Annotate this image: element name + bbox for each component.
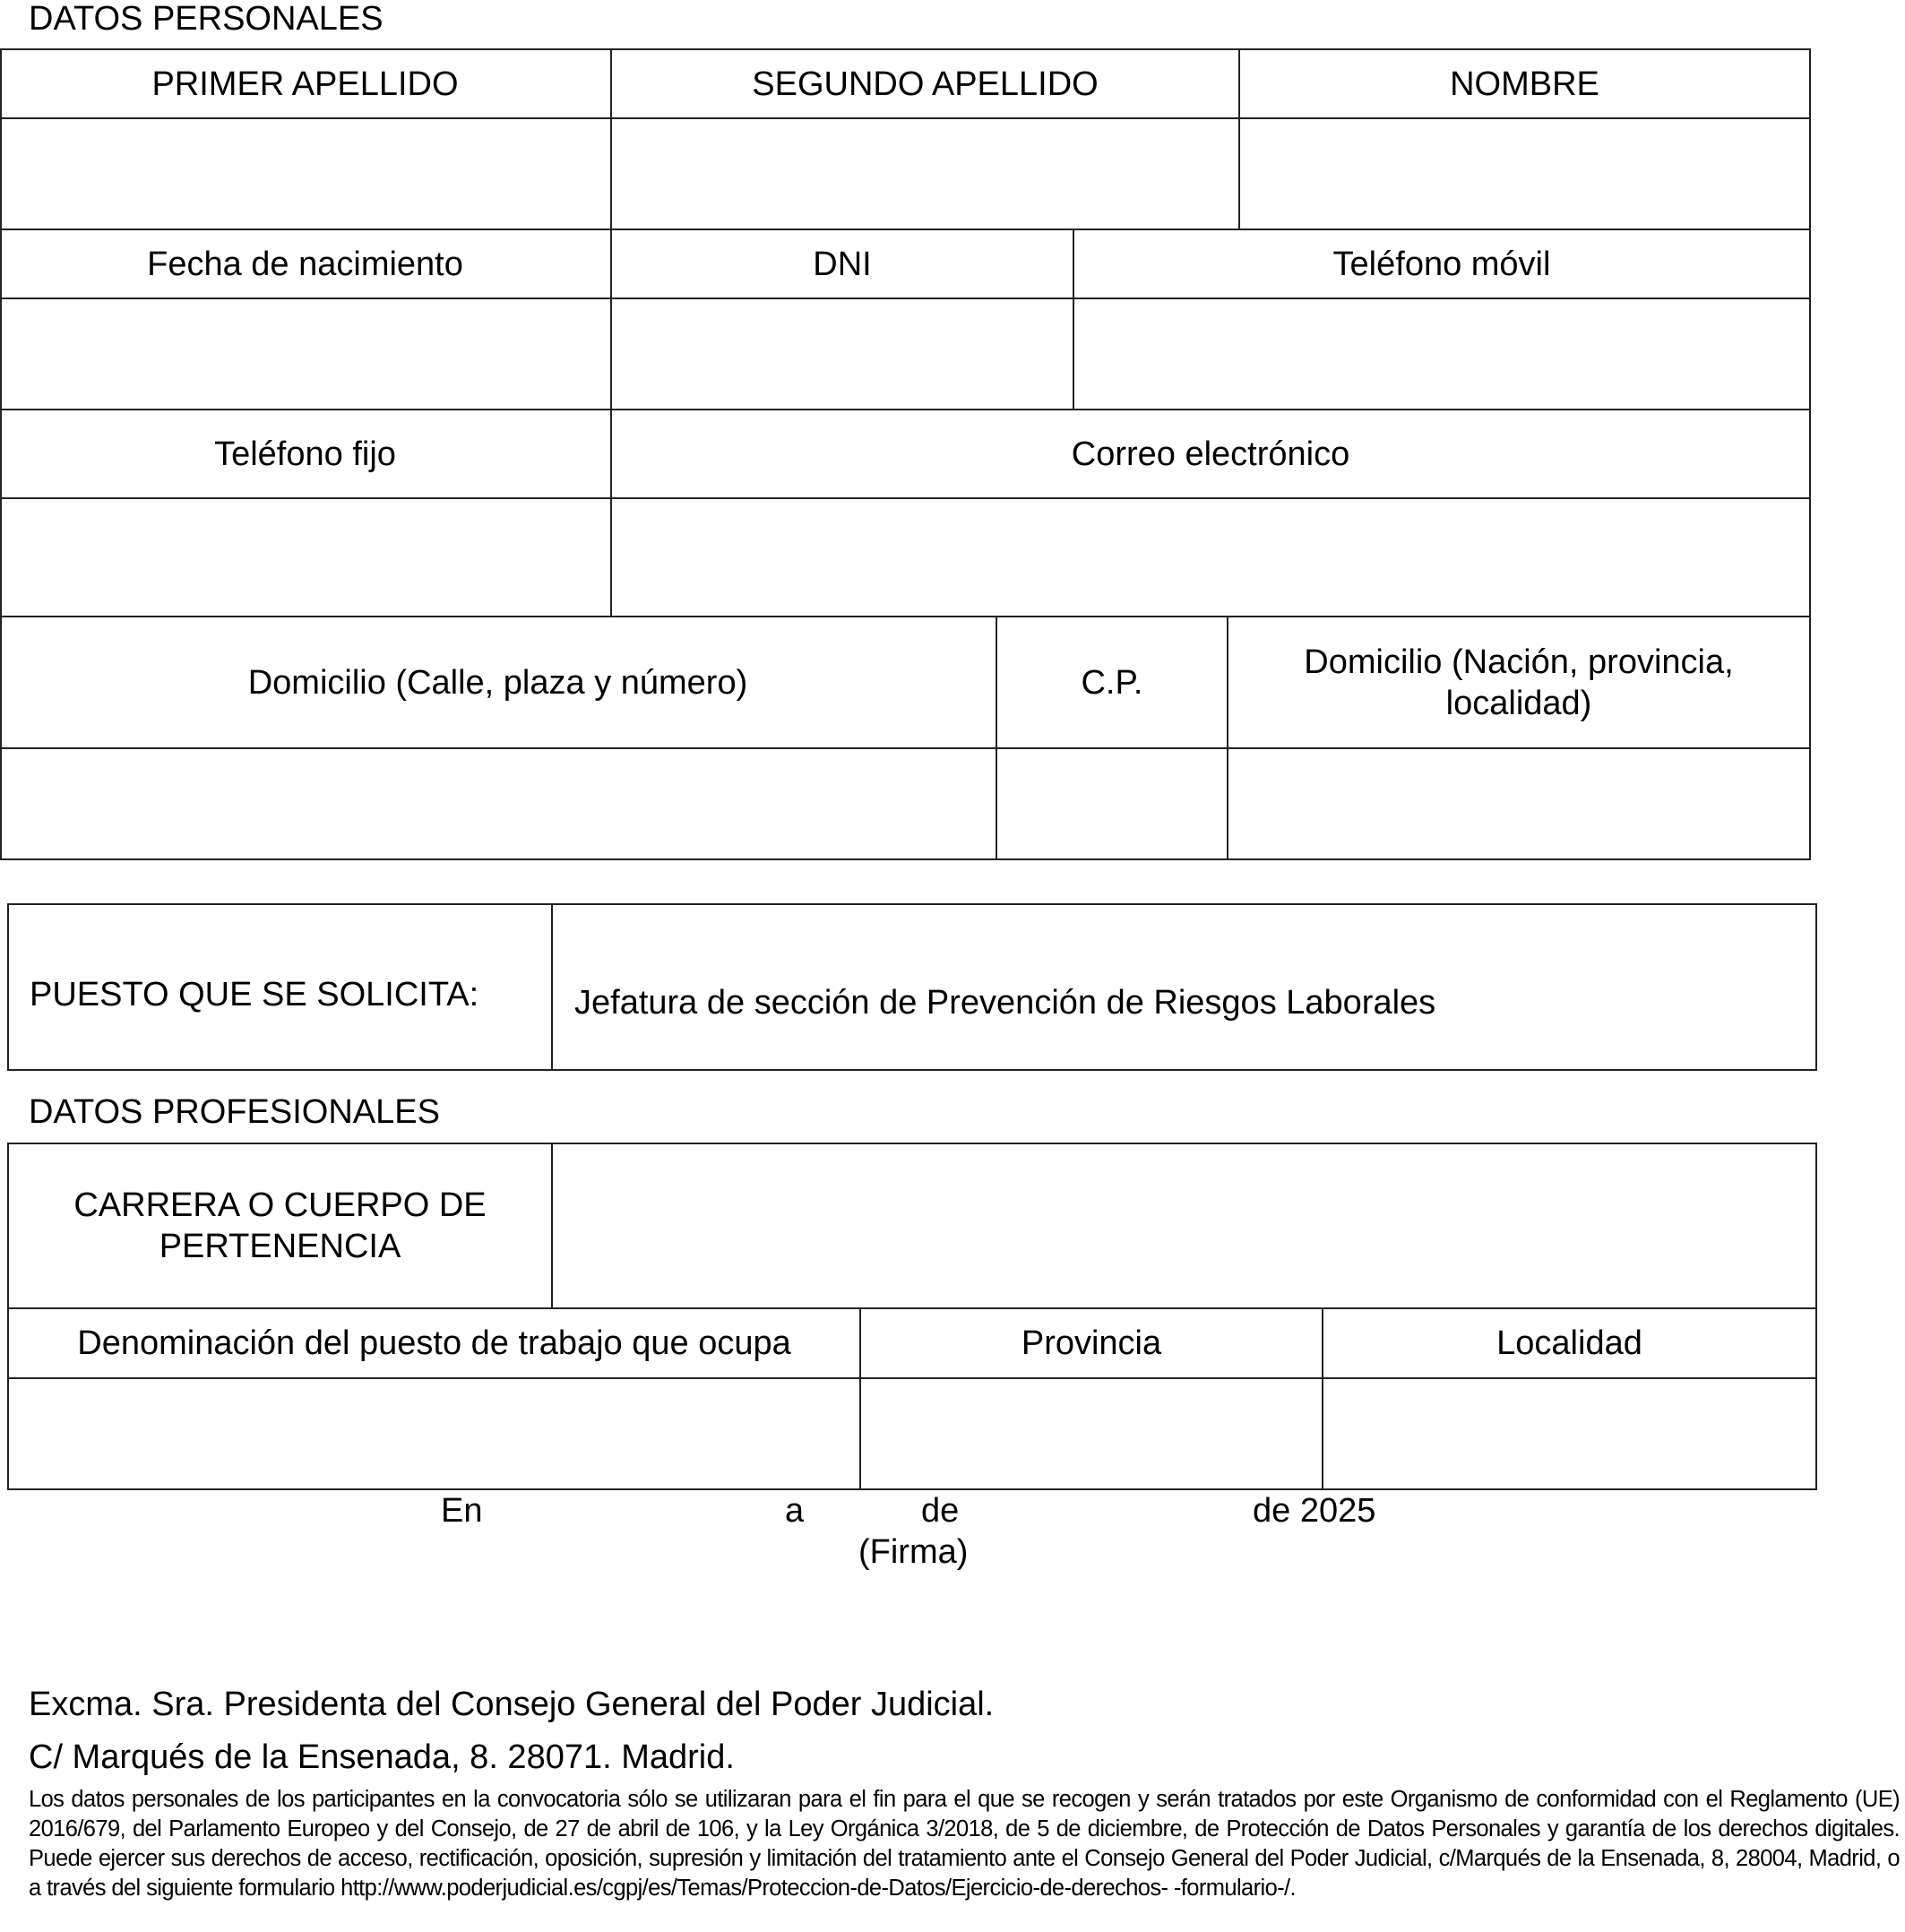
header-nombre: NOMBRE bbox=[1450, 65, 1599, 103]
header-domicilio: Domicilio (Calle, plaza y número) bbox=[247, 663, 748, 702]
header-fecha-nacimiento: Fecha de nacimiento bbox=[147, 245, 463, 283]
localidad-field[interactable] bbox=[1323, 1379, 1815, 1488]
telefono-fijo-field[interactable] bbox=[2, 499, 610, 616]
signature-en: En bbox=[441, 1492, 483, 1530]
domicilio-field[interactable] bbox=[2, 749, 996, 858]
signature-firma: (Firma) bbox=[858, 1533, 969, 1571]
header-telefono-movil: Teléfono móvil bbox=[1332, 245, 1551, 283]
fecha-nacimiento-field[interactable] bbox=[2, 299, 610, 409]
correo-field[interactable] bbox=[612, 499, 1809, 616]
header-correo: Correo electrónico bbox=[1071, 435, 1350, 473]
addressee-line2: C/ Marqués de la Ensenada, 8. 28071. Madrid. bbox=[29, 1738, 735, 1776]
signature-year: de 2025 bbox=[1253, 1492, 1376, 1530]
carrera-field[interactable] bbox=[553, 1144, 1815, 1307]
segundo-apellido-field[interactable] bbox=[612, 119, 1238, 229]
puesto-value: Jefatura de sección de Prevención de Riesgos Laborales bbox=[574, 984, 1436, 1022]
header-carrera: CARRERA O CUERPO DE PERTENENCIA bbox=[73, 1186, 487, 1265]
header-telefono-fijo: Teléfono fijo bbox=[214, 435, 396, 473]
header-cp: C.P. bbox=[1081, 663, 1143, 702]
addressee-line1: Excma. Sra. Presidenta del Consejo General del Poder Judicial. bbox=[29, 1686, 995, 1723]
dni-field[interactable] bbox=[612, 299, 1073, 409]
provincia-field[interactable] bbox=[861, 1379, 1322, 1488]
section-title-personal: DATOS PERSONALES bbox=[29, 0, 384, 38]
header-provincia: Provincia bbox=[1021, 1324, 1162, 1362]
header-primer-apellido: PRIMER APELLIDO bbox=[151, 65, 459, 103]
header-dni: DNI bbox=[813, 245, 872, 283]
header-localidad: Localidad bbox=[1496, 1324, 1642, 1362]
header-domicilio-nacion: Domicilio (Nación, provincia, localidad) bbox=[1304, 643, 1734, 722]
puesto-label: PUESTO QUE SE SOLICITA: bbox=[30, 976, 479, 1013]
signature-a: a bbox=[785, 1492, 805, 1530]
header-denominacion: Denominación del puesto de trabajo que ocupa bbox=[77, 1324, 791, 1362]
telefono-movil-field[interactable] bbox=[1074, 299, 1809, 409]
divider bbox=[551, 903, 553, 1071]
section-title-professional: DATOS PROFESIONALES bbox=[29, 1093, 440, 1131]
cp-field[interactable] bbox=[997, 749, 1227, 858]
header-segundo-apellido: SEGUNDO APELLIDO bbox=[752, 65, 1099, 103]
signature-de: de bbox=[921, 1492, 960, 1530]
nombre-field[interactable] bbox=[1240, 119, 1809, 229]
denominacion-field[interactable] bbox=[9, 1379, 859, 1488]
privacy-notice: Los datos personales de los participantes en la convocatoria sólo se utilizaran para el fin para el que se recogen y serán tratados por este Organismo de conformidad con el Reglamento (UE) 2016/679, del Parlamento Europeo y del Consejo, de 27 de abril de 106, y la Ley Orgánica 3/2018, de 5 de diciembre, de Protección de Datos Personales y garantía de los derechos digitales. Puede ejercer sus derechos de acceso, rectificación, oposición, supresión y limitación del tratamiento ante el Consejo General del Poder Judicial, c/Marqués de la Ensenada, 8, 28004, Madrid, o a través del siguiente formulario http://www.poderjudicial.es/cgpj/es/Temas/Proteccion-de-Datos/Ejercicio-de-derechos- -formulario-/. bbox=[29, 1787, 1900, 1901]
domicilio-nacion-field[interactable] bbox=[1228, 749, 1809, 858]
primer-apellido-field[interactable] bbox=[2, 119, 610, 229]
